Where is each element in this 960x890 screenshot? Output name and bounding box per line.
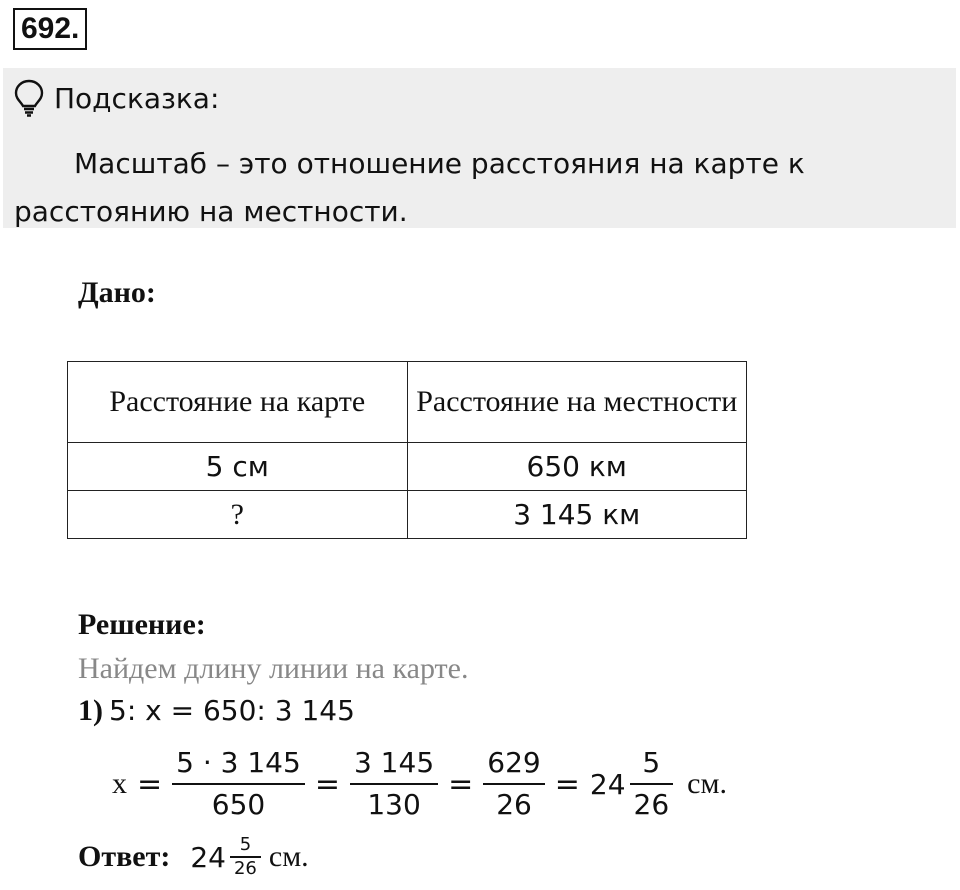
answer-line <box>78 826 309 888</box>
lightbulb-icon <box>14 79 44 117</box>
step-number: 1) <box>78 694 103 727</box>
table-row <box>68 491 747 539</box>
numerator: 5 · 3 145 <box>176 746 301 779</box>
denominator: 26 <box>233 857 257 879</box>
fraction-3 <box>483 743 544 825</box>
solution-heading: Решение: <box>78 608 206 641</box>
table-cell: ? <box>68 491 408 539</box>
denominator: 130 <box>367 788 421 821</box>
proportion-equation: 5: x = 650: 3 145 <box>109 694 355 727</box>
step-1 <box>78 694 355 728</box>
hint-header <box>14 78 219 118</box>
mixed-whole: 24 <box>589 767 626 801</box>
unit-label: см. <box>687 767 727 800</box>
numerator: 5 <box>642 746 661 779</box>
table-cell: 5 см <box>68 443 408 491</box>
hint-title: Подсказка: <box>54 81 220 115</box>
fraction-1 <box>172 743 305 825</box>
numerator: 3 145 <box>353 746 435 779</box>
denominator: 650 <box>211 788 266 821</box>
mixed-fraction <box>630 743 674 825</box>
problem-number: 692. <box>13 8 87 50</box>
given-heading: Дано: <box>78 276 156 309</box>
equals-sign: = <box>448 766 474 802</box>
variable-x: x <box>112 767 127 800</box>
answer-label: Ответ: <box>78 840 171 873</box>
equals-sign: = <box>554 766 580 802</box>
numerator: 5 <box>239 834 252 856</box>
table-header-row <box>68 362 747 443</box>
equals-sign: = <box>314 766 340 802</box>
numerator: 629 <box>487 746 541 779</box>
answer-fraction <box>230 834 261 880</box>
table-row <box>68 443 747 491</box>
formula <box>112 738 727 830</box>
answer-whole: 24 <box>190 840 226 874</box>
equals-sign: = <box>137 766 163 802</box>
table-cell: 650 км <box>407 443 747 491</box>
answer-unit: см. <box>268 840 309 873</box>
table-cell: 3 145 км <box>407 491 747 539</box>
table-header-cell: Расстояние на карте <box>68 362 408 443</box>
table-header-cell: Расстояние на местности <box>407 362 747 443</box>
denominator: 26 <box>633 788 670 821</box>
hint-text: Масштаб – это отношение расстояния на карте к расстоянию на местности. <box>14 147 805 228</box>
fraction-2 <box>350 743 438 825</box>
solution-intro: Найдем длину линии на карте. <box>78 652 469 685</box>
data-table <box>67 361 747 539</box>
denominator: 26 <box>496 788 532 821</box>
